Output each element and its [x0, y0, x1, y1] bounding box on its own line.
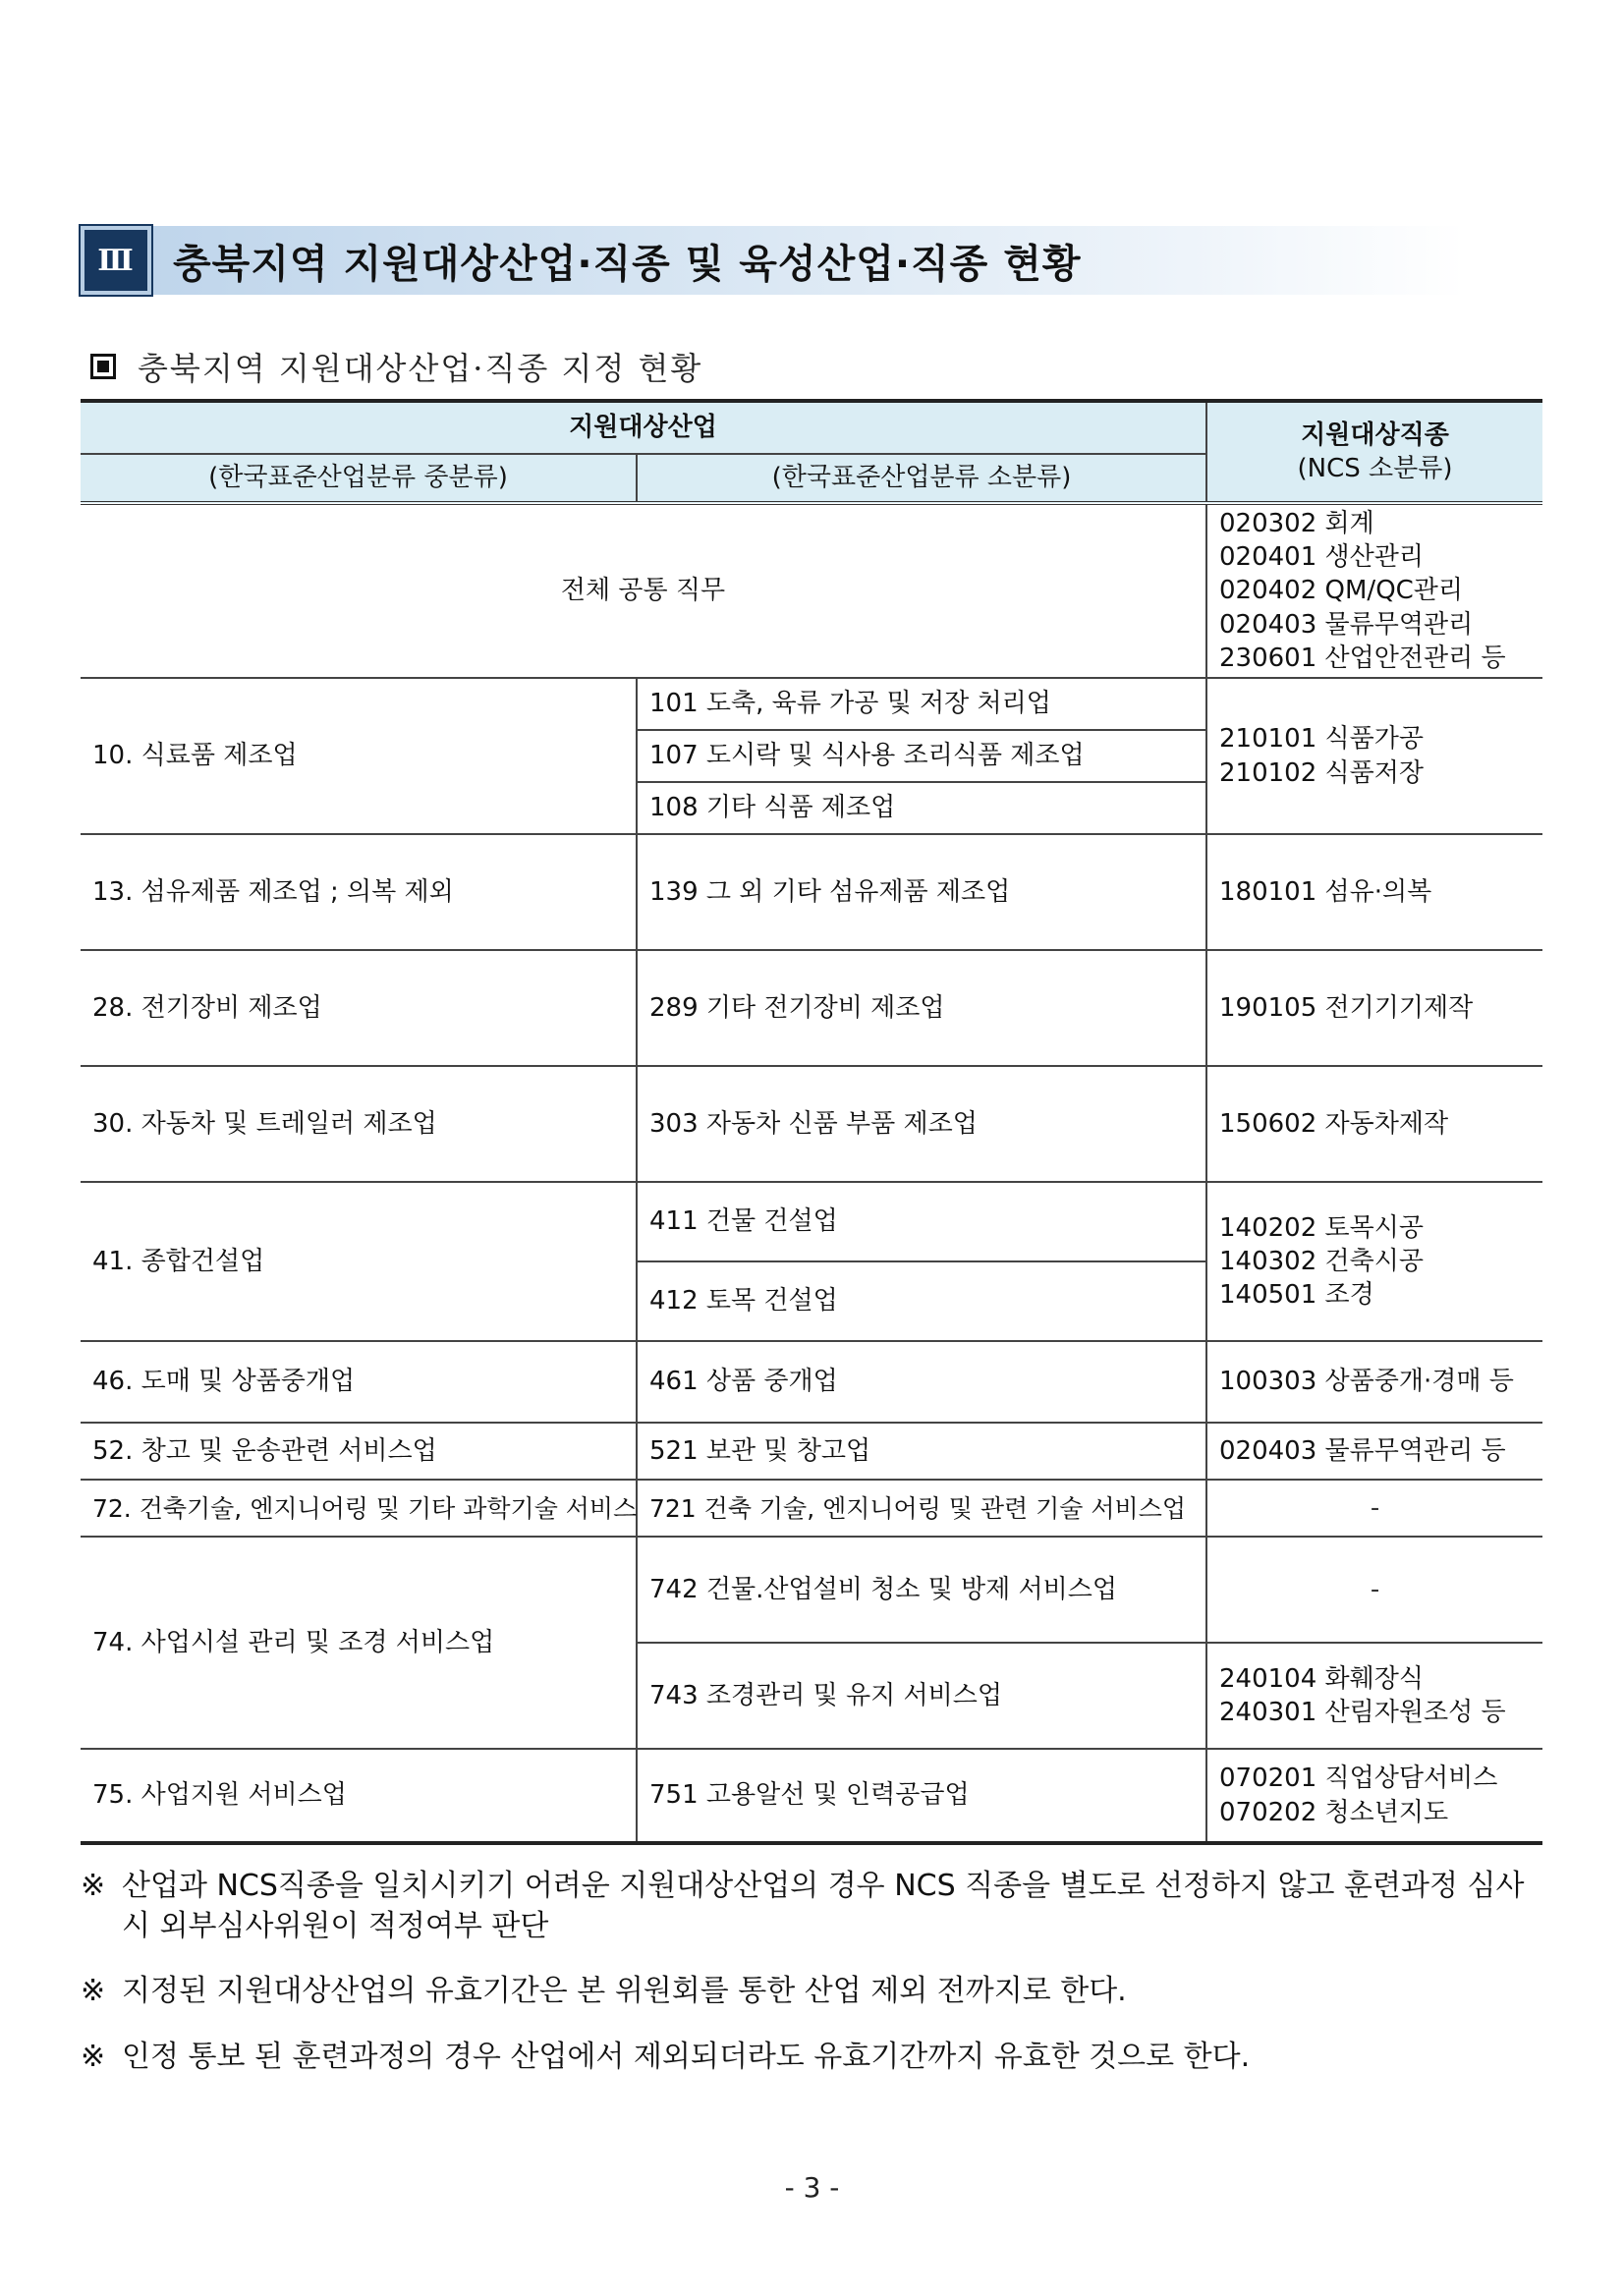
note-text: 지정된 지원대상산업의 유효기간은 본 위원회를 통한 산업 제외 전까지로 한다.	[122, 1974, 1127, 2008]
sub-class-cell: 412 토목 건설업	[637, 1261, 1206, 1341]
note-mark: ※	[81, 2039, 106, 2074]
job-item: 070201 직업상담서비스	[1219, 1764, 1498, 1794]
job-item: 020403 물류무역관리	[1219, 609, 1474, 640]
mid-class-cell: 72. 건축기술, 엔지니어링 및 기타 과학기술 서비스	[81, 1480, 637, 1537]
sub-heading-text: 충북지역 지원대상산업·직종 지정 현황	[138, 350, 703, 387]
sub-heading	[90, 344, 702, 389]
common-jobs	[1206, 503, 1542, 678]
job-item: 140501 조경	[1219, 1280, 1374, 1311]
sub-class-cell: 721 건축 기술, 엔지니어링 및 관련 기술 서비스업	[637, 1480, 1206, 1537]
header-job-sub: (NCS 소분류)	[1297, 454, 1453, 483]
notes	[81, 1867, 1544, 2102]
sub-class-cell: 521 보관 및 창고업	[637, 1423, 1206, 1480]
note-text: 산업과 NCS직종을 일치시키기 어려운 지원대상산업의 경우 NCS 직종을 별도로 선정하지 않고 훈련과정 심사 시 외부심사위원이 적정여부 판단	[122, 1869, 1525, 1943]
note-item	[81, 2038, 1544, 2078]
table-row	[81, 950, 1542, 1066]
sub-class-cell: 303 자동차 신품 부품 제조업	[637, 1066, 1206, 1182]
job-cell	[1206, 1182, 1542, 1341]
sub-class-cell: 107 도시락 및 식사용 조리식품 제조업	[637, 730, 1206, 782]
job-cell: 150602 자동차제작	[1206, 1066, 1542, 1182]
square-bullet-icon	[90, 354, 116, 379]
job-cell: 020403 물류무역관리 등	[1206, 1423, 1542, 1480]
job-cell: -	[1206, 1480, 1542, 1537]
industry-table	[81, 399, 1542, 1845]
note-item	[81, 1972, 1544, 2012]
mid-class-cell: 52. 창고 및 운송관련 서비스업	[81, 1423, 637, 1480]
sub-class-cell: 139 그 외 기타 섬유제품 제조업	[637, 834, 1206, 950]
table-row	[81, 503, 1542, 678]
table-row	[81, 1480, 1542, 1537]
mid-class-cell: 10. 식료품 제조업	[81, 678, 637, 834]
job-item: 020302 회계	[1219, 508, 1374, 538]
sub-class-cell: 289 기타 전기장비 제조업	[637, 950, 1206, 1066]
note-item	[81, 1867, 1544, 1946]
job-item: 210101 식품가공	[1219, 724, 1424, 755]
table-row	[81, 1182, 1542, 1261]
job-cell	[1206, 678, 1542, 834]
mid-class-cell: 75. 사업지원 서비스업	[81, 1749, 637, 1843]
sub-class-cell: 751 고용알선 및 인력공급업	[637, 1749, 1206, 1843]
job-item: 070202 청소년지도	[1219, 1797, 1449, 1827]
table-row	[81, 1423, 1542, 1480]
mid-class-cell: 46. 도매 및 상품중개업	[81, 1341, 637, 1423]
job-item: 240104 화훼장식	[1219, 1663, 1424, 1694]
job-item: 140202 토목시공	[1219, 1212, 1424, 1243]
job-item: 020401 생산관리	[1219, 542, 1424, 573]
job-cell: 100303 상품중개·경매 등	[1206, 1341, 1542, 1423]
job-item: 020402 QM/QC관리	[1219, 576, 1464, 606]
sub-class-cell: 743 조경관리 및 유지 서비스업	[637, 1643, 1206, 1749]
table-row	[81, 1341, 1542, 1423]
job-cell	[1206, 1643, 1542, 1749]
table-row	[81, 1749, 1542, 1843]
sub-class-cell: 742 건물.산업설비 청소 및 방제 서비스업	[637, 1537, 1206, 1643]
job-item: 240301 산림자원조성 등	[1219, 1698, 1506, 1727]
table-row	[81, 678, 1542, 730]
note-mark: ※	[81, 1974, 106, 2008]
mid-class-cell: 74. 사업시설 관리 및 조경 서비스업	[81, 1537, 637, 1749]
section-title: 충북지역 지원대상산업·직종 및 육성산업·직종 현황	[173, 241, 1082, 287]
sub-class-cell: 108 기타 식품 제조업	[637, 782, 1206, 834]
header-job	[1206, 401, 1542, 503]
job-item: 230601 산업안전관리 등	[1219, 643, 1506, 673]
sub-class-cell: 461 상품 중개업	[637, 1341, 1206, 1423]
table-row	[81, 834, 1542, 950]
header-sub-class: (한국표준산업분류 소분류)	[637, 454, 1206, 503]
mid-class-cell: 30. 자동차 및 트레일러 제조업	[81, 1066, 637, 1182]
job-cell: 190105 전기기기제작	[1206, 950, 1542, 1066]
header-job-title: 지원대상직종	[1301, 420, 1449, 450]
header-mid-class: (한국표준산업분류 중분류)	[81, 454, 637, 503]
job-cell: 180101 섬유·의복	[1206, 834, 1542, 950]
section-numeral: Ⅲ	[81, 226, 151, 295]
job-cell: -	[1206, 1537, 1542, 1643]
sub-class-cell: 101 도축, 육류 가공 및 저장 처리업	[637, 678, 1206, 730]
sub-class-cell: 411 건물 건설업	[637, 1182, 1206, 1261]
table-row	[81, 1066, 1542, 1182]
note-text: 인정 통보 된 훈련과정의 경우 산업에서 제외되더라도 유효기간까지 유효한 것으로 한다.	[122, 2039, 1251, 2074]
page-number: - 3 -	[784, 2171, 840, 2204]
job-item: 210102 식품저장	[1219, 757, 1424, 788]
mid-class-cell: 41. 종합건설업	[81, 1182, 637, 1341]
header-industry: 지원대상산업	[81, 401, 1206, 454]
job-cell	[1206, 1749, 1542, 1843]
table-row	[81, 1537, 1542, 1643]
section-header	[81, 226, 1466, 295]
job-item: 140302 건축시공	[1219, 1246, 1424, 1276]
common-label: 전체 공통 직무	[81, 503, 1206, 678]
mid-class-cell: 28. 전기장비 제조업	[81, 950, 637, 1066]
mid-class-cell: 13. 섬유제품 제조업 ; 의복 제외	[81, 834, 637, 950]
note-mark: ※	[81, 1869, 106, 1903]
